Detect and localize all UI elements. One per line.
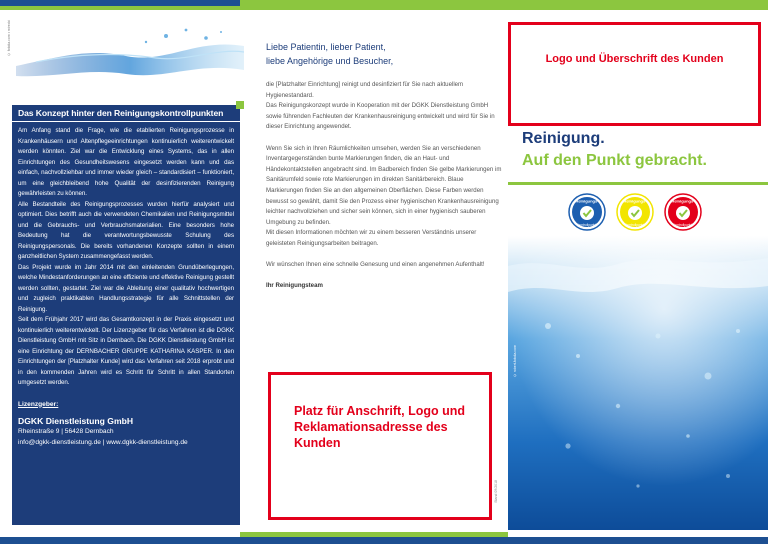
badge-top-label: Reinigungs- [671, 198, 695, 204]
photo-credit: © robert-fotolia.com [513, 345, 517, 378]
photo-credit: © fotolia.com • mirecki [7, 20, 11, 57]
print-code: Stand 09/2018 [494, 480, 498, 503]
licensor-address: Rheinstraße 9 | 56428 Dernbach [18, 427, 114, 435]
badge-bottom-label: kontrollpunkt [625, 223, 645, 227]
concept-paragraph: Seit dem Frühjahr 2017 wird das Gesamtkonzept in der Praxis eingesetzt und kontinuierlich weiterentwickelt. Der Lizenzgeber für das Verfahren ist die DGKK Dienstleistung GmbH mit Sitz in Dernbach. Die DGKK Dienstleistung GmbH ist eine Einrichtung der DERNBACHER GRUPPE KATHARINA KASPER. In den Einrichtungen der [Platzhalter Kunde] wird das Verfahren seit 2018 erprobt und in den kommenden Jahren wird es Schritt für Schritt in allen Standorten umgesetzt werden. [18, 316, 234, 386]
letter-paragraph: Wir wünschen Ihnen eine schnelle Genesung und einen angenehmen Aufenthalt! [266, 261, 485, 269]
badge-top-label: Reinigungs- [575, 198, 599, 204]
team-signature: Ihr Reinigungsteam [266, 282, 323, 290]
customer-address-placeholder [268, 372, 492, 520]
green-rule [508, 182, 768, 185]
letter-paragraph: Wenn Sie sich in Ihren Räumlichkeiten umsehen, werden Sie an verschiedenen Inventargegenständen bunte Markierungen finden, die an Haut- und Händekontaktstellen angebracht sind. Im Badbereich finden Sie gelbe Markierungen im Sanitärumfeld sowie rote Markierungen im direkten Sanitärbereich. Blaue Markierungen finden Sie an den allgemeinen Oberflächen. Diese Farben werden bewusst so gewählt, damit Sie den Prozess einer hygienischen Krankenhausreinigung leichter nachvollziehen und sicher sein können, sich in einer hygienisch sauberen Umgebung zu befinden. Mit diesen Informationen möchten wir zu einem besseren Verständnis unserer geleisteten Reinigungsarbeiten beitragen. [266, 144, 502, 247]
badge-bottom-label: kontrollpunkt [673, 223, 693, 227]
control-point-badge-yellow [616, 193, 654, 231]
concept-heading: Das Konzept hinter den Reinigungskontrollpunkten [12, 105, 240, 122]
greeting [266, 40, 393, 68]
address-placeholder-text: Platz für Anschrift, Logo und Reklamationsadresse des Kunden [294, 404, 466, 450]
greeting-line: liebe Angehörige und Besucher, [266, 56, 394, 66]
concept-paragraph: Am Anfang stand die Frage, wie die etablierten Reinigungsprozesse in Krankenhäusern und Altenpflegeeinrichtungen kontinuierlich weiterentwickelt werden könnten. Ziel war die Entwicklung eines Systems, das in allen Einrichtungen des Gesundheitswesens eingesetzt werden kann und das einfach, nachvollziehbar und immer wieder gleich – standardisiert – funktioniert, um eine gleichbleibend hohe Qualität der desinfizierenden Reinigung gewährleisten zu können. [18, 127, 234, 197]
customer-logo-placeholder [508, 22, 761, 126]
control-point-badge-red [664, 193, 702, 231]
slogan-line-2: Auf den Punkt gebracht. [522, 152, 707, 169]
concept-paragraph: Das Projekt wurde im Jahr 2014 mit den einleitenden Grundüberlegungen, welche Mindestanforderungen an eine effiziente und effektive Reinigung gestellt werden sollten, gestartet. Ziel war die Ableitung einer qualitativ hochwertigen und zugleich praktikablen Handlungsstrategie für alle Schnittstellen der Reinigung. [18, 263, 234, 313]
licensor-label: Lizenzgeber: [18, 400, 59, 408]
logo-placeholder-text: Logo und Überschrift des Kunden [545, 53, 724, 65]
licensor-contact: info@dgkk-dienstleistung.de | www.dgkk-dienstleistung.de [18, 438, 188, 446]
slogan-line-1: Reinigung. [522, 130, 605, 147]
middle-panel [262, 0, 502, 544]
greeting-line: Liebe Patientin, lieber Patient, [266, 42, 386, 52]
badge-top-label: Reinigungs- [623, 198, 647, 204]
licensor-name: DGKK Dienstleistung GmbH [18, 415, 134, 426]
green-accent-square [236, 101, 244, 109]
concept-paragraph: Alle Bestandteile des Reinigungsprozesses wurden hierfür analysiert und optimiert. Dies betrifft auch die verwendeten Chemikalien und Reinigungsmittel und die Gebrauchs- und Verbrauchsmaterialien. Eine besonders hohe Bedeutung hat die verantwortungsbewusste Schulung des Reinigungspersonals. Die bereits vorhandenen Konzepte sollten in einem ganzheitlichen System zusammengefasst werden. [18, 200, 234, 260]
control-point-badge-blue [568, 193, 606, 231]
letter-body [266, 80, 502, 292]
water-splash-image [16, 18, 244, 88]
water-surface-image [508, 236, 768, 530]
badge-bottom-label: kontrollpunkt [577, 223, 597, 227]
letter-paragraph: die [Platzhalter Einrichtung] reinigt und desinfiziert für Sie nach aktuellem Hygienestandard. Das Reinigungskonzept wurde in Kooperation mit der DGKK Dienstleistung GmbH sowie führenden Fachleuten der Krankenhausreinigung entwickelt und wird für Sie in dieser Einrichtung angewendet. [266, 81, 495, 131]
concept-info-box [12, 105, 240, 525]
bottom-color-band [0, 530, 768, 544]
